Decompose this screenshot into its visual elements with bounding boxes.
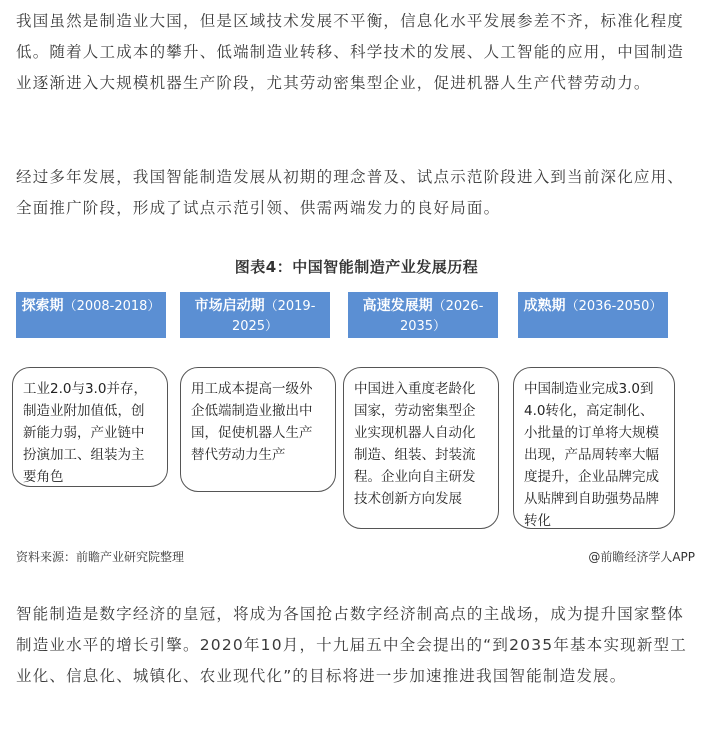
phase-period: （2026-2035） — [399, 299, 484, 334]
phase-box-exploration: 工业2.0与3.0并存，制造业附加值低，创新能力弱，产业链中扮演加工、组装为主要角色 — [12, 367, 168, 487]
phase-name: 成熟期 — [523, 298, 566, 314]
paragraph-3: 智能制造是数字经济的皇冠，将成为各国抢占数字经济制高点的主战场，成为提升国家整体制造业水平的增长引擎。2020年10月，十九届五中全会提出的“到2035年基本实现新型工业化、信息化、城镇化、农业现代化”的目标将进一步加速推进我国智能制造发展。 — [16, 605, 687, 685]
phase-box-rapid-growth: 中国进入重度老龄化国家，劳动密集型企业实现机器人自动化制造、组装、封装流程。企业向自主研发技术创新方向发展 — [343, 367, 499, 529]
phase-name: 市场启动期 — [194, 298, 265, 314]
phase-name: 探索期 — [21, 298, 64, 314]
paragraph-2: 经过多年发展，我国智能制造发展从初期的理念普及、试点示范阶段进入到当前深化应用、全面推广阶段，形成了试点示范引领、供需两端发力的良好局面。 — [16, 168, 685, 217]
phase-period: （2036-2050） — [565, 299, 663, 314]
phase-period: （2008-2018） — [63, 299, 161, 314]
phase-box-maturity: 中国制造业完成3.0到4.0转化，高定制化、小批量的订单将大规模出现，产品周转率大幅度提升，企业品牌完成从贴牌到自助强势品牌转化 — [513, 367, 675, 529]
figure-source: 资料来源：前瞻产业研究院整理 — [16, 550, 185, 564]
phase-header-market-launch — [180, 292, 330, 338]
paragraph-1: 我国虽然是制造业大国，但是区域技术发展不平衡，信息化水平发展参差不齐，标准化程度低。随着人工成本的攀升、低端制造业转移、科学技术的发展、人工智能的应用，中国制造业逐渐进入大规模机器生产阶段，尤其劳动密集型企业，促进机器人生产代替劳动力。 — [16, 12, 685, 92]
development-timeline-figure — [0, 248, 713, 578]
figure-credit: @前瞻经济学人APP — [588, 550, 695, 564]
phase-box-market-launch: 用工成本提高一级外企低端制造业撤出中国，促使机器人生产替代劳动力生产 — [180, 367, 336, 492]
phase-period: （2019-2025） — [231, 299, 316, 334]
phase-header-maturity — [518, 292, 668, 338]
figure-title: 图表4：中国智能制造产业发展历程 — [234, 258, 479, 276]
phase-header-exploration — [16, 292, 166, 338]
phase-header-rapid-growth — [348, 292, 498, 338]
phase-name: 高速发展期 — [362, 298, 433, 314]
